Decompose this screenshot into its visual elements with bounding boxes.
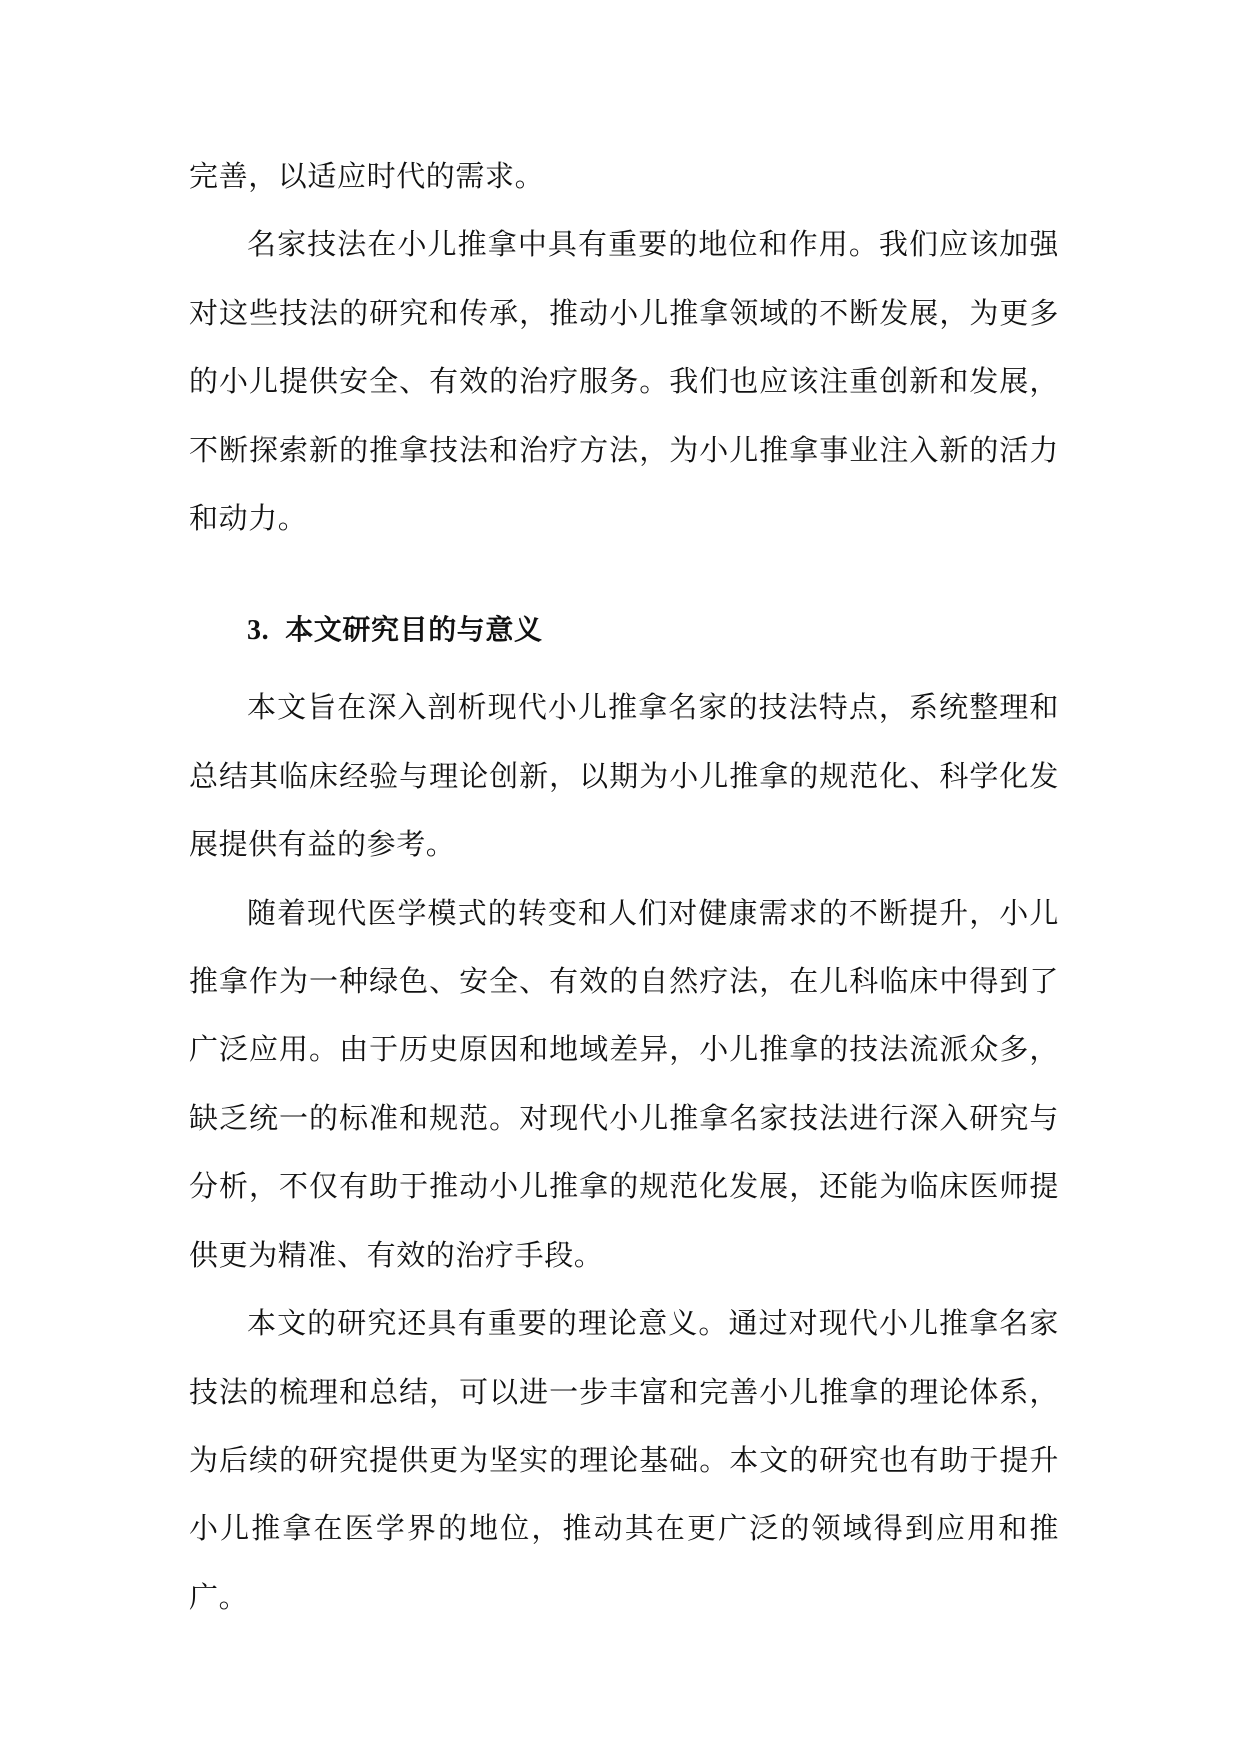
document-body <box>189 142 1059 1631</box>
paragraph-purpose: 本文旨在深入剖析现代小儿推拿名家的技法特点，系统整理和总结其临床经验与理论创新，以期为小儿推拿的规范化、科学化发展提供有益的参考。 <box>189 690 1059 862</box>
paragraph-continuation: 完善，以适应时代的需求。 <box>189 159 545 193</box>
section-heading <box>189 596 1059 665</box>
section-number: 3. <box>247 615 270 647</box>
paragraph-theoretical-significance: 本文的研究还具有重要的理论意义。通过对现代小儿推拿名家技法的梳理和总结，可以进一步丰富和完善小儿推拿的理论体系，为后续的研究提供更为坚实的理论基础。本文的研究也有助于提升小儿推拿在医学界的地位，推动其在更广泛的领域得到应用和推广。 <box>189 1306 1059 1614</box>
paragraph-masters-techniques: 名家技法在小儿推拿中具有重要的地位和作用。我们应该加强对这些技法的研究和传承，推动小儿推拿领域的不断发展，为更多的小儿提供安全、有效的治疗服务。我们也应该注重创新和发展，不断探索新的推拿技法和治疗方法，为小儿推拿事业注入新的活力和动力。 <box>189 227 1059 536</box>
section-title: 本文研究目的与意义 <box>285 613 543 647</box>
paragraph-background: 随着现代医学模式的转变和人们对健康需求的不断提升，小儿推拿作为一种绿色、安全、有效的自然疗法，在儿科临床中得到了广泛应用。由于历史原因和地域差异，小儿推拿的技法流派众多，缺乏统一的标准和规范。对现代小儿推拿名家技法进行深入研究与分析，不仅有助于推动小儿推拿的规范化发展，还能为临床医师提供更为精准、有效的治疗手段。 <box>189 895 1059 1272</box>
